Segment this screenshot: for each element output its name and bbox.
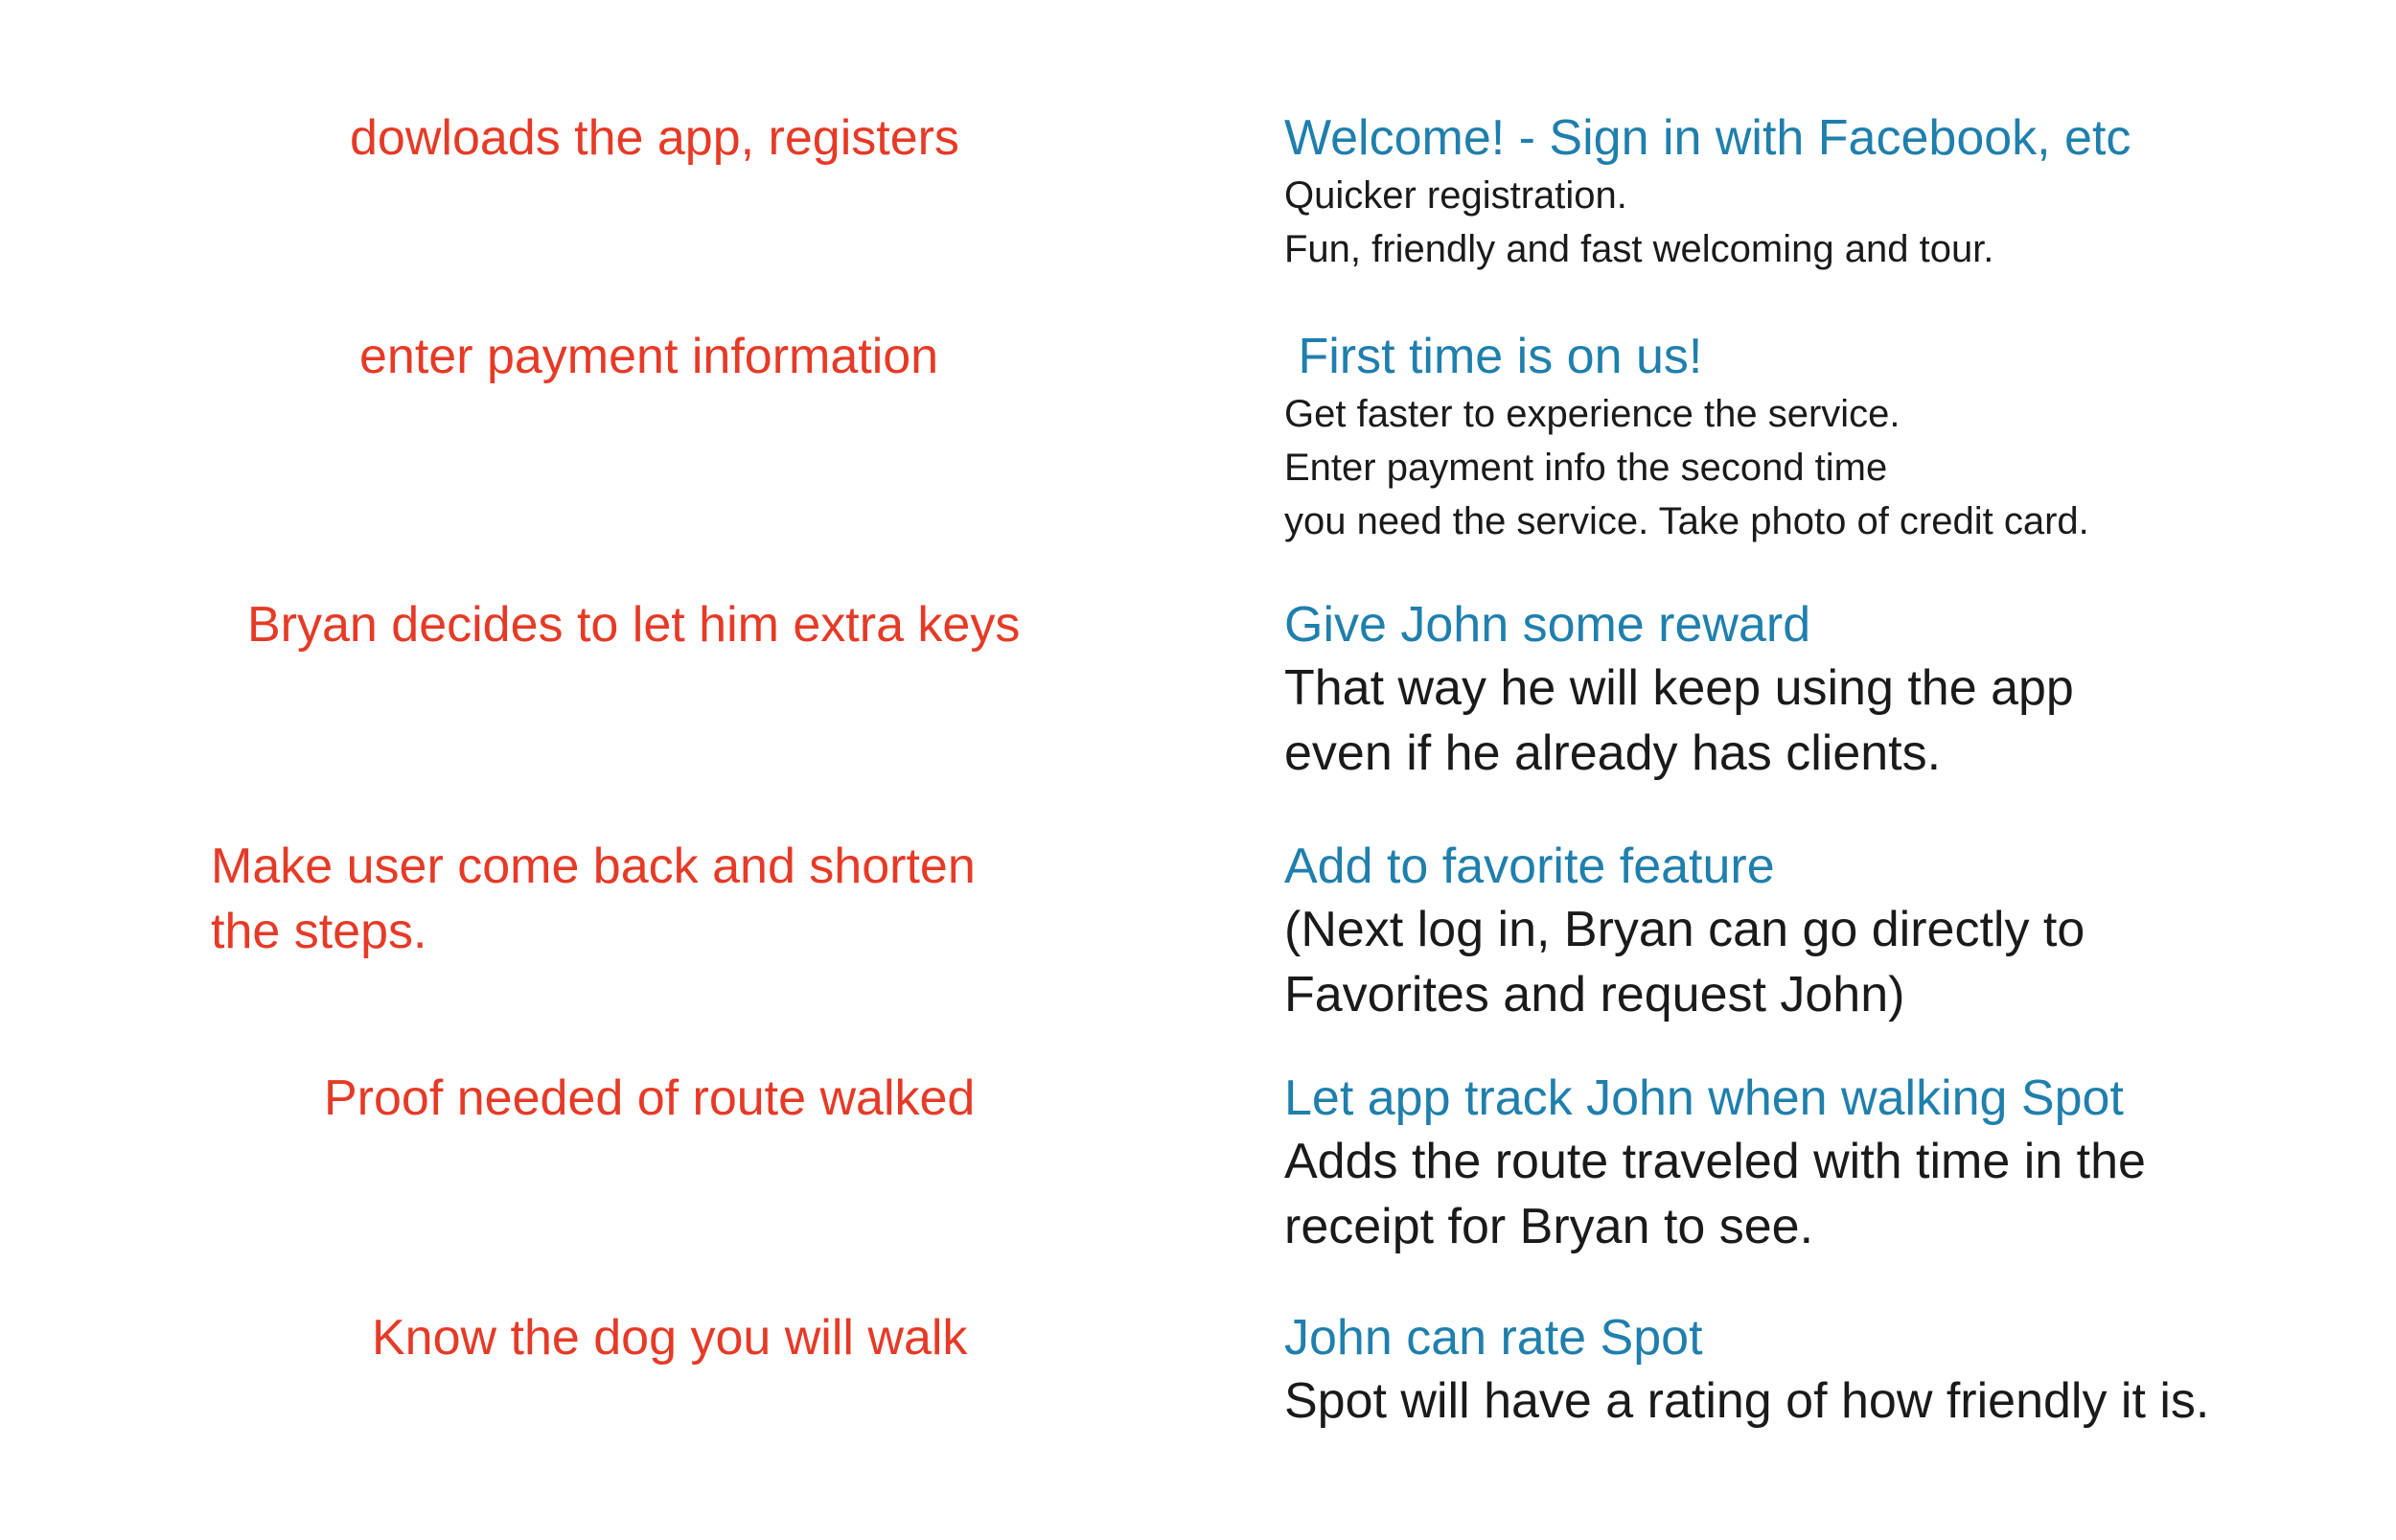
problem-4 xyxy=(211,834,976,964)
solution-2-text xyxy=(1284,387,2089,548)
solution-3-text xyxy=(1284,655,2074,786)
solution-2-line-3: you need the service. Take photo of credit card. xyxy=(1284,500,2089,542)
solution-2-title: First time is on us! xyxy=(1284,329,1703,384)
solution-5 xyxy=(1284,1068,2146,1259)
solution-5-title: Let app track John when walking Spot xyxy=(1284,1070,2124,1126)
solution-6-text xyxy=(1284,1368,2209,1434)
problem-1 xyxy=(350,105,959,171)
problem-6 xyxy=(372,1305,967,1370)
solution-4-line-2: Favorites and request John) xyxy=(1284,967,1905,1023)
solution-3-title: Give John some reward xyxy=(1284,597,1811,653)
solution-4-text xyxy=(1284,897,2085,1027)
problem-5 xyxy=(324,1066,975,1131)
problem-3 xyxy=(247,592,1020,657)
solution-4 xyxy=(1284,836,2085,1027)
solution-1-line-1: Quicker registration. xyxy=(1284,174,1627,217)
solution-1-title: Welcome! - Sign in with Facebook, etc xyxy=(1284,110,2131,166)
problem-2-line-1: enter payment information xyxy=(359,329,939,384)
problem-2 xyxy=(359,324,938,389)
solution-6-line-1: Spot will have a rating of how friendly it is. xyxy=(1284,1373,2210,1429)
problem-5-line-1: Proof needed of route walked xyxy=(324,1070,976,1126)
solution-3-line-2: even if he already has clients. xyxy=(1284,725,1942,781)
problem-3-line-1: Bryan decides to let him extra keys xyxy=(247,597,1021,653)
problem-4-line-1: Make user come back and shorten xyxy=(211,839,976,894)
solution-6-title: John can rate Spot xyxy=(1284,1310,1703,1366)
solution-4-line-1: (Next log in, Bryan can go directly to xyxy=(1284,902,2085,957)
solution-4-title: Add to favorite feature xyxy=(1284,839,1775,894)
problem-6-line-1: Know the dog you will walk xyxy=(372,1310,968,1366)
solution-5-line-1: Adds the route traveled with time in the xyxy=(1284,1134,2146,1189)
solution-3 xyxy=(1284,594,2074,786)
solution-2-line-2: Enter payment info the second time xyxy=(1284,447,1888,489)
solution-2-line-1: Get faster to experience the service. xyxy=(1284,393,1901,435)
problem-4-line-2: the steps. xyxy=(211,904,427,959)
solution-1-text xyxy=(1284,169,2131,276)
solution-5-text xyxy=(1284,1129,2146,1259)
solution-6 xyxy=(1284,1307,2209,1434)
problem-1-line-1: dowloads the app, registers xyxy=(350,110,959,166)
solution-2 xyxy=(1284,326,2089,548)
solution-1-line-2: Fun, friendly and fast welcoming and tour. xyxy=(1284,228,1994,270)
solution-1 xyxy=(1284,107,2131,276)
solution-3-line-1: That way he will keep using the app xyxy=(1284,660,2074,716)
solution-5-line-2: receipt for Bryan to see. xyxy=(1284,1199,1814,1254)
